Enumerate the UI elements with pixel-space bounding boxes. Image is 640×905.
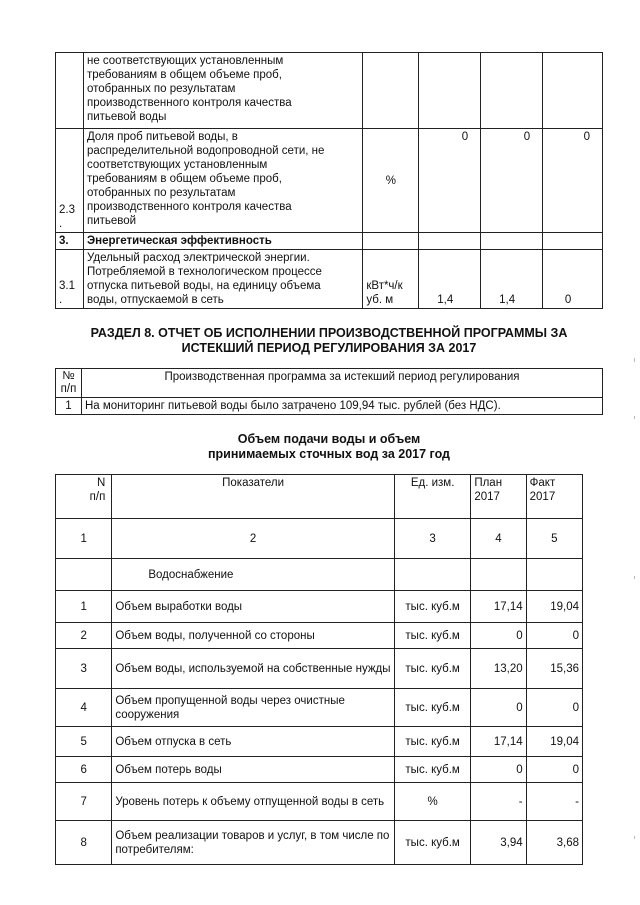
row-fact: -	[526, 783, 582, 821]
indicator-num: 2.3 .	[56, 129, 84, 233]
program-row-num: 1	[56, 398, 82, 415]
indicator-value-3	[543, 233, 603, 250]
indicator-unit: %	[363, 129, 419, 233]
row-num: 5	[56, 727, 112, 757]
indicator-value-1	[419, 53, 481, 129]
row-fact: 19,04	[526, 591, 582, 623]
indicator-description-line: производственного контроля качества	[86, 201, 292, 213]
row-indicator: Объем воды, используемой на собственные нужды	[112, 649, 395, 689]
indicator-description-line: требованиям в общем объеме проб,	[86, 69, 282, 81]
program-header-num-text: № п/п	[60, 370, 77, 395]
program-table-header	[56, 369, 603, 398]
indicator-value-1: 0	[419, 129, 481, 233]
scan-mark	[634, 836, 638, 839]
table-row	[56, 821, 583, 865]
indicator-description	[83, 250, 362, 309]
row-plan: -	[471, 783, 526, 821]
indicator-description-line: Потребляемой в технологическом процессе	[86, 266, 322, 278]
group-empty-unit	[394, 559, 470, 591]
volume-title-line1: Объем подачи воды и объем	[237, 432, 421, 446]
header-fact-text: Факт 2017	[529, 477, 556, 503]
row-indicator: Объем отпуска в сеть	[112, 727, 395, 757]
indicator-description-line: Энергетическая эффективность	[86, 235, 272, 247]
section8-title-line2: ИСТЕКШИЙ ПЕРИОД РЕГУЛИРОВАНИЯ ЗА 2017	[181, 341, 477, 355]
indicator-value-3: 0	[543, 129, 603, 233]
indicator-description-line: не соответствующих установленным	[86, 55, 284, 67]
indicator-value-1	[419, 233, 481, 250]
indicator-description-line: питьевой воды	[86, 111, 167, 123]
indicator-description-line: отобранных по результатам	[86, 187, 236, 199]
row-fact: 19,04	[526, 727, 582, 757]
table-row	[56, 649, 583, 689]
group-empty-plan	[471, 559, 526, 591]
scan-mark	[634, 576, 638, 579]
group-row	[56, 559, 583, 591]
indicator-value-1: 1,4	[419, 250, 481, 309]
row-indicator: Объем реализации товаров и услуг, в том числе по потребителям:	[112, 821, 395, 865]
group-empty-fact	[526, 559, 582, 591]
row-fact: 0	[526, 689, 582, 727]
row-plan: 17,14	[471, 727, 526, 757]
indicator-description-line: требованиям в общем объеме проб,	[86, 173, 282, 185]
row-num: 3	[56, 649, 112, 689]
volume-title-line2: принимаемых сточных вод за 2017 год	[207, 447, 450, 461]
indicator-num: 3.	[56, 233, 84, 250]
header-plan	[471, 475, 526, 519]
section8-title-line1: РАЗДЕЛ 8. ОТЧЕТ ОБ ИСПОЛНЕНИИ ПРОИЗВОДСТВЕННОЙ ПРОГРАММЫ ЗА	[90, 326, 568, 340]
indicator-value-3	[543, 53, 603, 129]
volume-table	[55, 474, 583, 865]
header-num	[56, 475, 112, 519]
indicator-value-3: 0	[543, 250, 603, 309]
table-row	[56, 757, 583, 783]
indicator-description	[83, 129, 362, 233]
volume-title	[55, 432, 603, 462]
indicator-description-line: соответствующих установленным	[86, 159, 268, 171]
indicator-description	[83, 53, 362, 129]
group-empty-num	[56, 559, 112, 591]
indicator-description-line: Удельный расход электрической энергии.	[86, 252, 310, 264]
program-table	[55, 368, 603, 415]
row-plan: 17,14	[471, 591, 526, 623]
header-num-text: N п/п	[89, 477, 106, 503]
row-num: 8	[56, 821, 112, 865]
indicator-description-line: отпуска питьевой воды, на единицу объема	[86, 280, 321, 292]
colnum-5: 5	[526, 519, 582, 559]
indicator-description-line: производственного контроля качества	[86, 97, 292, 109]
indicator-num	[56, 53, 84, 129]
program-row-text: На мониторинг питьевой воды было затрачено 109,94 тыс. рублей (без НДС).	[81, 398, 602, 415]
row-unit: тыс. куб.м	[394, 727, 470, 757]
row-unit: тыс. куб.м	[394, 757, 470, 783]
header-fact	[526, 475, 582, 519]
indicator-row	[56, 129, 603, 233]
colnum-1: 1	[56, 519, 112, 559]
row-plan: 13,20	[471, 649, 526, 689]
row-indicator: Объем пропущенной воды через очистные сооружения	[112, 689, 395, 727]
row-plan: 0	[471, 689, 526, 727]
colnum-3: 3	[394, 519, 470, 559]
volume-table-header	[56, 475, 583, 519]
scan-mark	[634, 358, 638, 362]
program-table-header-num	[56, 369, 82, 398]
group-label: Водоснабжение	[112, 559, 395, 591]
table-row	[56, 689, 583, 727]
row-fact: 0	[526, 623, 582, 649]
row-unit: тыс. куб.м	[394, 591, 470, 623]
indicator-unit: кВт*ч/к уб. м	[363, 250, 419, 309]
indicator-unit	[363, 53, 419, 129]
row-num: 4	[56, 689, 112, 727]
indicator-value-2	[481, 53, 543, 129]
colnum-4: 4	[471, 519, 526, 559]
row-unit: тыс. куб.м	[394, 623, 470, 649]
indicator-value-2	[481, 233, 543, 250]
row-num: 7	[56, 783, 112, 821]
row-indicator: Объем воды, полученной со стороны	[112, 623, 395, 649]
header-unit: Ед. изм.	[394, 475, 470, 519]
indicators-table	[55, 52, 603, 309]
indicator-description-line: отобранных по результатам	[86, 83, 236, 95]
indicator-unit	[363, 233, 419, 250]
row-indicator: Объем потерь воды	[112, 757, 395, 783]
row-fact: 15,36	[526, 649, 582, 689]
indicator-value-2: 1,4	[481, 250, 543, 309]
row-unit: тыс. куб.м	[394, 689, 470, 727]
header-name: Показатели	[112, 475, 395, 519]
row-indicator: Объем выработки воды	[112, 591, 395, 623]
header-plan-text: План 2017	[474, 477, 503, 503]
row-num: 2	[56, 623, 112, 649]
row-num: 1	[56, 591, 112, 623]
program-table-row	[56, 398, 603, 415]
row-num: 6	[56, 757, 112, 783]
row-indicator: Уровень потерь к объему отпущенной воды в сеть	[112, 783, 395, 821]
row-fact: 0	[526, 757, 582, 783]
indicator-value-2: 0	[481, 129, 543, 233]
row-plan: 0	[471, 757, 526, 783]
row-plan: 3,94	[471, 821, 526, 865]
indicator-row	[56, 233, 603, 250]
program-table-header-text: Производственная программа за истекший период регулирования	[81, 369, 602, 398]
table-row	[56, 591, 583, 623]
table-row	[56, 727, 583, 757]
indicator-row	[56, 250, 603, 309]
indicator-num: 3.1 .	[56, 250, 84, 309]
column-numbers-row	[56, 519, 583, 559]
table-row	[56, 623, 583, 649]
scan-mark	[634, 416, 638, 419]
indicator-description-line: распределительной водопроводной сети, не	[86, 145, 325, 157]
row-unit: тыс. куб.м	[394, 649, 470, 689]
row-fact: 3,68	[526, 821, 582, 865]
row-plan: 0	[471, 623, 526, 649]
indicator-description	[83, 233, 362, 250]
table-row	[56, 783, 583, 821]
indicator-row	[56, 53, 603, 129]
section8-title	[55, 326, 603, 356]
indicator-description-line: воды, отпускаемой в сеть	[86, 294, 224, 306]
row-unit: тыс. куб.м	[394, 821, 470, 865]
colnum-2: 2	[112, 519, 395, 559]
row-unit: %	[394, 783, 470, 821]
indicator-description-line: Доля проб питьевой воды, в	[86, 131, 238, 143]
indicator-description-line: питьевой	[86, 215, 137, 227]
